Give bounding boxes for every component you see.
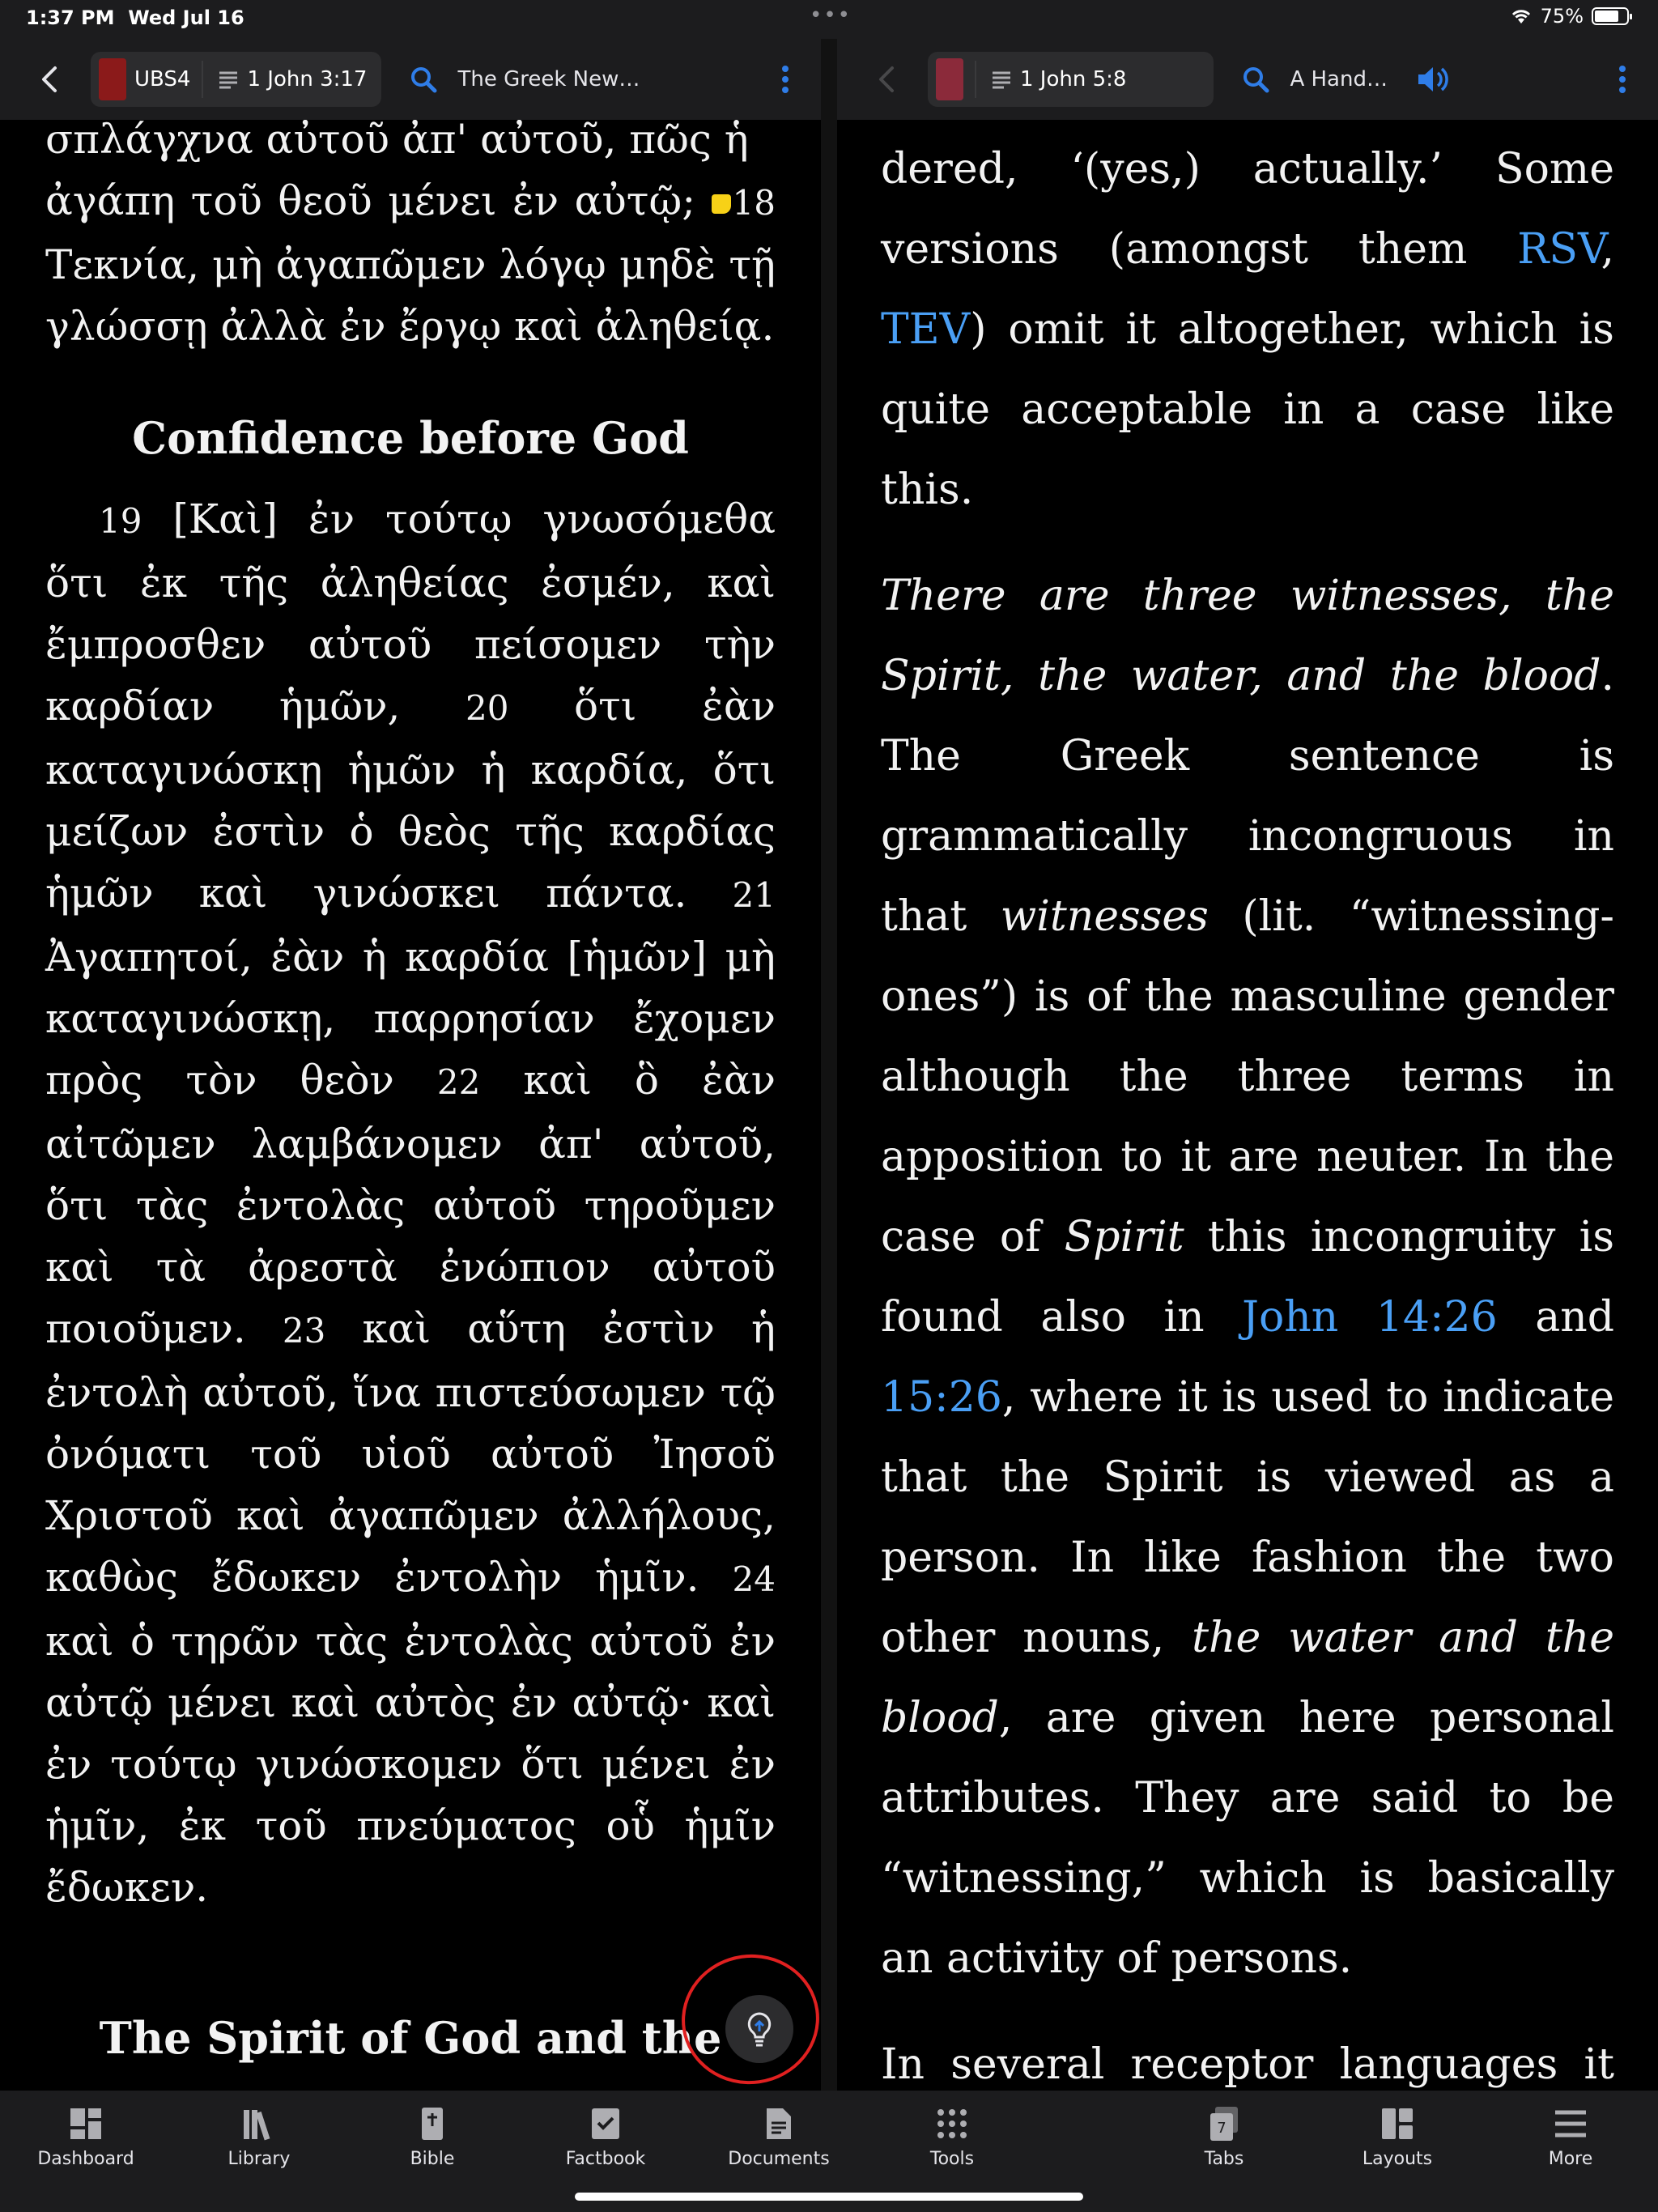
home-indicator[interactable] xyxy=(575,2193,1083,2201)
reference-label: 1 John 5:8 xyxy=(1020,67,1127,91)
verse-text: Τεκνία, μὴ ἀγαπῶμεν λόγῳ μηδὲ τῇ γλώσσῃ ἀλλὰ ἐν ἔργῳ καὶ ἀληθείᾳ. xyxy=(45,241,776,350)
back-button-disabled[interactable] xyxy=(868,62,903,97)
text-run: dered, ‘(yes,) actually.’ Some versions (amongst them xyxy=(881,145,1614,274)
tab-documents[interactable] xyxy=(698,2105,860,2169)
read-aloud-button[interactable] xyxy=(1417,65,1452,94)
tab-layouts[interactable] xyxy=(1316,2105,1478,2169)
note-marker-icon[interactable] xyxy=(712,194,731,214)
right-reference-pill xyxy=(928,52,1214,107)
tab-label: Dashboard xyxy=(37,2149,134,2169)
verse-number[interactable]: 23 xyxy=(282,1311,326,1351)
chevron-left-icon xyxy=(876,65,895,94)
tab-library[interactable] xyxy=(178,2105,340,2169)
kebab-dot xyxy=(1619,76,1626,83)
verse-number[interactable]: 18 xyxy=(732,183,776,223)
right-pane-toolbar xyxy=(837,39,1658,120)
tab-label: Factbook xyxy=(565,2149,646,2169)
documents-icon xyxy=(760,2105,797,2142)
left-pane-toolbar xyxy=(0,39,821,120)
search-button[interactable] xyxy=(406,66,441,93)
dashboard-icon xyxy=(67,2105,104,2142)
verse-number[interactable]: 20 xyxy=(465,688,509,728)
verse-text: καὶ ὃ ἐὰν αἰτῶμεν λαμβάνομεν ἀπ' αὐτοῦ, ὅτι τὰς ἐντολὰς αὐτοῦ τηροῦμεν καὶ τὰ ἀρεστὰ ἐνώπιον αὐτοῦ ποιοῦμεν. xyxy=(45,1057,776,1352)
bible-icon xyxy=(414,2105,451,2142)
more-options-button[interactable] xyxy=(779,66,792,93)
section-heading: Confidence before God xyxy=(132,412,689,464)
battery-fill xyxy=(1595,11,1618,22)
commentary-paragraph xyxy=(881,130,1614,530)
search-icon xyxy=(1242,66,1269,93)
list-icon xyxy=(218,69,239,90)
emphasis-text: witnesses xyxy=(1000,892,1209,941)
verse-number[interactable]: 22 xyxy=(436,1062,481,1102)
verse-paragraph xyxy=(45,170,776,357)
resource-title[interactable]: The Greek New… xyxy=(457,67,640,91)
reference-selector[interactable] xyxy=(203,67,381,91)
emphasis-text: Spirit xyxy=(1064,1213,1184,1261)
tab-label: More xyxy=(1548,2149,1593,2169)
tab-label: Documents xyxy=(728,2149,830,2169)
battery-percent: 75% xyxy=(1540,5,1584,28)
greek-text xyxy=(0,120,821,2091)
verse-number[interactable]: 21 xyxy=(732,875,776,915)
verse-text: ὅτι ἐὰν καταγινώσκῃ ἡμῶν ἡ καρδία, ὅτι μείζων ἐστὶν ὁ θεὸς τῆς καρδίας ἡμῶν καὶ γινώσκει πάντα. xyxy=(45,683,776,917)
verse-text: Ἀγαπητοί, ἐὰν ἡ καρδία [ἡμῶν] μὴ καταγινώσκῃ, παρρησίαν ἔχομεν πρὸς τὸν θεὸν xyxy=(45,934,776,1104)
tab-label: Layouts xyxy=(1362,2149,1433,2169)
section-heading: The Spirit of God and the xyxy=(99,2012,722,2064)
book-cover-icon[interactable] xyxy=(936,58,963,100)
tabs-icon xyxy=(1205,2105,1243,2142)
speaker-icon xyxy=(1417,65,1452,94)
tab-label: Library xyxy=(227,2149,291,2169)
verse-text: ἀγάπη τοῦ θεοῦ μένει ἐν αὐτῷ; xyxy=(45,177,696,224)
tabs-count-badge: 7 xyxy=(1217,2120,1226,2137)
list-icon xyxy=(991,69,1012,90)
battery-icon xyxy=(1592,7,1629,25)
verse-text: καὶ αὕτη ἐστὶν ἡ ἐντολὴ αὐτοῦ, ἵνα πιστεύσωμεν τῷ ὀνόματι τοῦ υἱοῦ αὐτοῦ Ἰησοῦ Χριστοῦ καὶ ἀγαπῶμεν ἀλλήλους, καθὼς ἔδωκεν ἐντολὴν ἡμῖν. xyxy=(45,1305,776,1601)
commentary-pane[interactable] xyxy=(837,120,1658,2091)
verse-number[interactable]: 19 xyxy=(99,501,142,541)
kebab-dot xyxy=(782,87,789,93)
tab-bible[interactable] xyxy=(351,2105,513,2169)
text-run: ) omit it altogether, which is quite acceptable in a case like this. xyxy=(881,305,1614,514)
kebab-dot xyxy=(782,76,789,83)
text-run: . The Greek sentence is grammatically incongruous in that xyxy=(881,652,1614,941)
tab-factbook[interactable] xyxy=(525,2105,687,2169)
back-button[interactable] xyxy=(31,62,66,97)
multitasking-dots[interactable]: ••• xyxy=(810,3,852,28)
kebab-dot xyxy=(782,66,789,72)
more-icon xyxy=(1552,2105,1589,2142)
left-reference-pill xyxy=(91,52,381,107)
tab-more[interactable] xyxy=(1490,2105,1652,2169)
text-run: and xyxy=(1497,1293,1614,1342)
text-run: , xyxy=(1601,225,1614,274)
kebab-dot xyxy=(1619,66,1626,72)
search-button[interactable] xyxy=(1238,66,1273,93)
verse-text: καὶ ὁ τηρῶν τὰς ἐντολὰς αὐτοῦ ἐν αὐτῷ μένει καὶ αὐτὸς ἐν αὐτῷ· καὶ ἐν τούτῳ γινώσκομεν ὅτι μένει ἐν ἡμῖν, ἐκ τοῦ πνεύματος οὗ ἡμῖν ἔδωκεν. xyxy=(45,1618,776,1911)
layouts-icon xyxy=(1379,2105,1416,2142)
text-run: this incongruity is found also in xyxy=(881,1213,1614,1342)
text-run: , where it is used to indicate that the Spirit is viewed as a person. In like fashion the two other nouns, xyxy=(881,1373,1614,1662)
commentary-paragraph xyxy=(881,556,1614,1999)
wifi-icon xyxy=(1510,7,1533,25)
commentary-paragraph: In several receptor languages it xyxy=(881,2040,1614,2089)
version-label[interactable]: UBS4 xyxy=(134,67,191,91)
pane-divider[interactable] xyxy=(821,39,837,2091)
tab-label: Bible xyxy=(410,2149,455,2169)
tab-dashboard[interactable] xyxy=(5,2105,167,2169)
tools-icon xyxy=(933,2105,971,2142)
tab-label: Tools xyxy=(929,2149,975,2169)
search-icon xyxy=(410,66,437,93)
reference-selector[interactable] xyxy=(976,67,1214,91)
partial-line: σπλάγχνα αὐτοῦ ἀπ' αὐτοῦ, πῶς ἡ xyxy=(45,120,749,163)
verse-paragraph xyxy=(45,488,776,1918)
emphasis-text: the water and the blood xyxy=(881,1614,1615,1742)
verse-text: [Καὶ] ἐν τούτῳ γνωσόμεθα ὅτι ἐκ τῆς ἀληθείας ἐσμέν, καὶ ἔμπροσθεν αὐτοῦ πείσομεν τὴν καρδίαν ἡμῶν, xyxy=(45,496,776,730)
factbook-icon xyxy=(587,2105,624,2142)
status-time: 1:37 PM Wed Jul 16 xyxy=(26,6,244,29)
resource-link-rsv[interactable]: RSV xyxy=(1517,225,1601,274)
commentary-text xyxy=(837,130,1658,2091)
text-run: , are given here personal attributes. They are said to be “witnessing,” which is basically an activity of persons. xyxy=(881,1694,1614,1983)
text-run: (lit. “witnessing-ones”) is of the masculine gender although the three terms in apposition to it are neuter. In the case of xyxy=(881,892,1614,1261)
tab-label: Tabs xyxy=(1204,2149,1244,2169)
tab-tabs[interactable] xyxy=(1143,2105,1305,2169)
greek-text-pane[interactable] xyxy=(0,120,821,2091)
tab-tools[interactable] xyxy=(871,2105,1033,2169)
reference-label: 1 John 3:17 xyxy=(247,67,368,91)
status-bar xyxy=(0,0,1658,39)
verse-number[interactable]: 24 xyxy=(732,1559,776,1599)
resource-title[interactable]: A Hand… xyxy=(1290,67,1388,91)
book-cover-icon[interactable] xyxy=(99,58,126,100)
scripture-link-15-26[interactable]: 15:26 xyxy=(881,1373,1002,1422)
library-icon xyxy=(240,2105,278,2142)
resource-link-tev[interactable]: TEV xyxy=(881,305,971,354)
more-options-button[interactable] xyxy=(1616,66,1629,93)
kebab-dot xyxy=(1619,87,1626,93)
scripture-link-john-14-26[interactable]: John 14:26 xyxy=(1242,1293,1498,1342)
chevron-left-icon xyxy=(39,65,58,94)
lemma-text: There are three witnesses, the Spirit, the water, and the blood xyxy=(881,572,1614,700)
